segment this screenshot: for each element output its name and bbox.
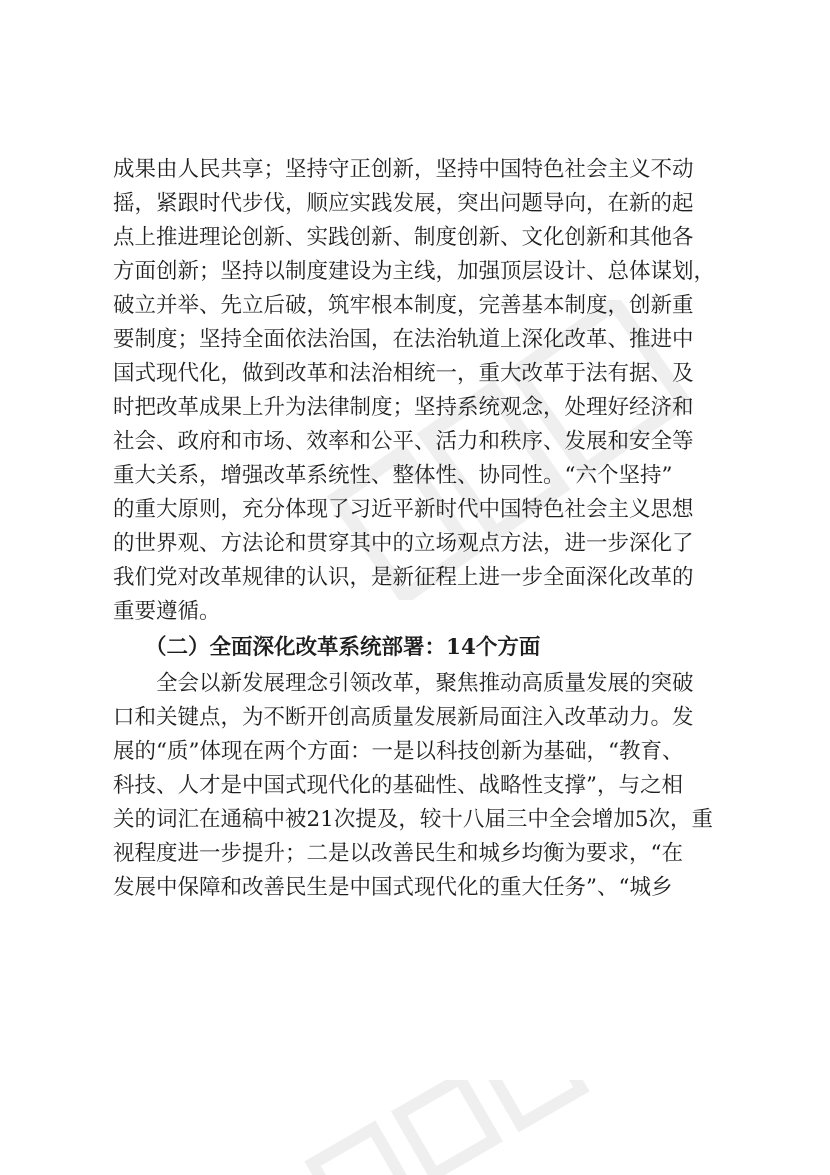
text-line: 全会以新发展理念引领改革，聚焦推动高质量发展的突破 [156,671,694,696]
watermark-graphic-bottom [250,1080,610,1175]
text-line: 的世界观、方法论和贯穿其中的立场观点方法，进一步深化了 [113,531,694,556]
text-line: 的重大原则，充分体现了习近平新时代中国特色社会主义思想 [113,497,694,522]
text-line: 科技、人才是中国式现代化的基础性、战略性支撑”，与之相 [113,773,683,798]
text-line: 点上推进理论创新、实践创新、制度创新、文化创新和其他各 [113,225,694,250]
text-line: 成果由人民共享；坚持守正创新，坚持中国特色社会主义不动 [113,157,694,182]
text-line: 社会、政府和市场、效率和公平、活力和秩序、发展和安全等 [113,429,694,454]
section-heading: （二）全面深化改革系统部署：14个方面 [145,635,541,660]
text-line: 方面创新；坚持以制度建设为主线，加强顶层设计、总体谋划， [113,259,716,284]
text-line: 关的词汇在通稿中被21次提及，较十八届三中全会增加5次，重 [113,807,714,832]
text-line: 口和关键点，为不断开创高质量发展新局面注入改革动力。发 [113,705,694,730]
text-line: 展的“质”体现在两个方面：一是以科技创新为基础，“教育、 [113,739,684,764]
text-line: 破立并举、先立后破，筑牢根本制度，完善基本制度，创新重 [113,293,694,318]
text-line: 重要遵循。 [113,599,221,624]
text-line: 视程度进一步提升；二是以改善民生和城乡均衡为要求，“在 [113,841,683,866]
text-line: 发展中保障和改善民生是中国式现代化的重大任务”、“城乡 [113,875,673,900]
text-line: 国式现代化，做到改革和法治相统一，重大改革于法有据、及 [113,361,694,386]
text-line: 我们党对改革规律的认识，是新征程上进一步全面深化改革的 [113,565,694,590]
text-line: 要制度；坚持全面依法治国，在法治轨道上深化改革、推进中 [113,327,694,352]
text-line: 摇，紧跟时代步伐，顺应实践发展，突出问题导向，在新的起 [113,191,694,216]
text-line: 时把改革成果上升为法律制度；坚持系统观念，处理好经济和 [113,395,694,420]
text-line: 重大关系，增强改革系统性、整体性、协同性。“六个坚持” [113,463,673,488]
